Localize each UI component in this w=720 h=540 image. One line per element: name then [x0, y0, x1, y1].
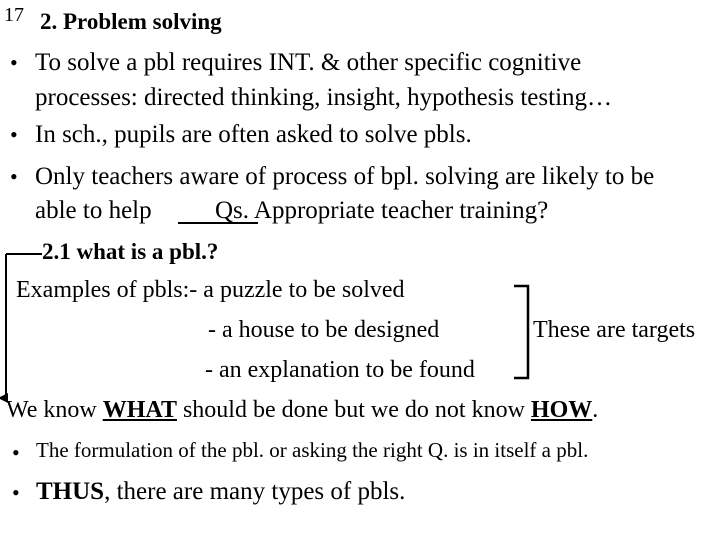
what-emphasis: WHAT [102, 397, 177, 423]
know-part-2: should be done but we do not know [176, 397, 531, 423]
formulation-bullet: The formulation of the pbl. or asking the right Q. is in itself a pbl. [36, 438, 589, 462]
how-emphasis: HOW [530, 397, 593, 423]
bullet-symbol: • [10, 122, 18, 147]
bullet-3-line-2b: Qs. Appropriate teacher training? [215, 197, 549, 224]
bullet-1-line-2: processes: directed thinking, insight, hypothesis testing… [35, 84, 613, 111]
slide-number: 17 [4, 4, 24, 26]
example-explanation: - an explanation to be found [205, 357, 475, 383]
example-house: - a house to be designed [208, 317, 440, 343]
thus-rest: , there are many types of pbls. [104, 478, 406, 505]
know-part-1: We know [6, 397, 103, 423]
thus-bullet [36, 479, 405, 504]
bullet-symbol: • [10, 50, 18, 75]
subheading: 2.1 what is a pbl.? [42, 239, 219, 264]
bullet-2-line-1: In sch., pupils are often asked to solve pbls. [35, 121, 472, 148]
examples-intro: Examples of pbls:- a puzzle to be solved [16, 277, 405, 303]
bullet-3-line-1: Only teachers aware of process of bpl. solving are likely to be [35, 163, 655, 190]
targets-note: These are targets [533, 317, 696, 343]
right-bracket [514, 286, 528, 378]
bullet-1-line-1: To solve a pbl requires INT. & other specific cognitive [35, 49, 582, 76]
slide-title: 2. Problem solving [40, 9, 222, 34]
bullet-symbol: • [12, 440, 20, 465]
bullet-3-line-2a: able to help [35, 197, 152, 224]
know-part-3: . [592, 397, 599, 423]
bullet-symbol: • [10, 164, 18, 189]
thus-emphasis: THUS [36, 478, 105, 505]
know-line [6, 398, 598, 422]
bullet-symbol: • [12, 480, 20, 505]
